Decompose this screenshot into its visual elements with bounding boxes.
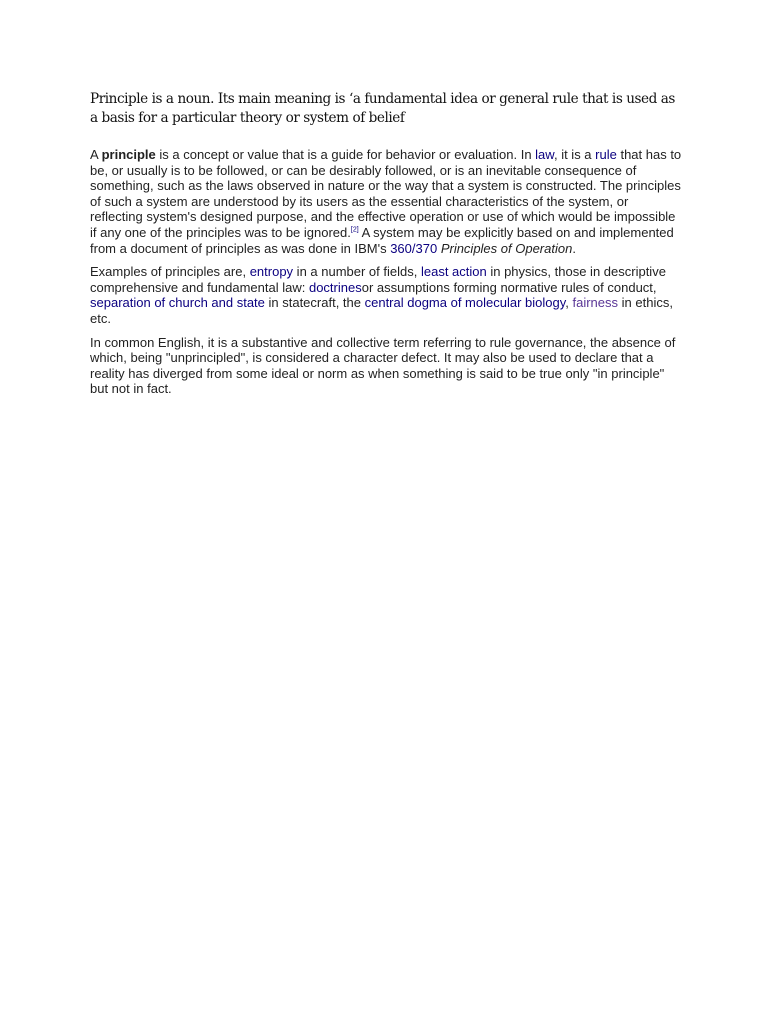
reference-link[interactable]: [2]	[350, 226, 359, 234]
text-run: ,	[565, 295, 573, 311]
text-run: in a number of fields,	[293, 264, 421, 280]
link-least-action[interactable]: least action	[420, 264, 487, 280]
text-run: , it is a	[553, 147, 596, 162]
link-fairness[interactable]: fairness	[572, 295, 619, 311]
text-run: .	[572, 240, 576, 256]
common-english-paragraph: In common English, it is a substantive and collective term referring to rule governance, the absence of which, being "unprincipled", is considered a character defect. It may also be used to declare that a reality has diverged from some ideal or norm as when something is said to be true only "in principle" but not in fact.	[90, 334, 676, 397]
link-doctrines[interactable]: doctrines	[308, 279, 362, 295]
link-rule[interactable]: rule	[595, 147, 617, 162]
document-page	[90, 90, 682, 405]
italic-principles-of-operation: Principles of Operation	[440, 240, 573, 256]
text-run: or assumptions forming normative rules of conduct,	[361, 279, 657, 295]
bold-term-principle: principle	[101, 147, 156, 162]
text-run: in physics, those in descriptive comprehensive and fundamental law:	[90, 264, 666, 295]
examples-paragraph	[90, 264, 682, 326]
text-run: Examples of principles are,	[90, 264, 250, 280]
link-separation-of-church-and-state[interactable]: separation of church and state	[90, 295, 265, 311]
link-360-370[interactable]: 360/370	[390, 240, 438, 256]
text-run: in statecraft, the	[264, 295, 365, 311]
text-run: in ethics, etc.	[90, 295, 673, 326]
link-central-dogma[interactable]: central dogma of molecular biology	[364, 295, 566, 311]
link-entropy[interactable]: entropy	[249, 264, 294, 280]
text-run: is a concept or value that is a guide for behavior or evaluation. In	[155, 147, 536, 162]
text-run: A system may be explicitly based on and implemented from a document of principles as was done in IBM's	[90, 224, 674, 256]
definition-paragraph	[90, 147, 682, 256]
intro-paragraph: Principle is a noun. Its main meaning is ‘a fundamental idea or general rule that is used as a basis for a particular theory or system of belief	[90, 91, 675, 126]
text-run: that has to be, or usually is to be followed, or can be desirably followed, or is an inevitable consequence of something, such as the laws observed in nature or the way that a system is constructed. The principles of such a system are understood by its users as the essential characteristics of the system, or reflecting system's designed purpose, and the effective operation or use of which would be impossible if any one of the principles was to be ignored.	[90, 147, 682, 240]
link-law[interactable]: law	[535, 147, 554, 162]
text-run: A	[90, 147, 102, 162]
